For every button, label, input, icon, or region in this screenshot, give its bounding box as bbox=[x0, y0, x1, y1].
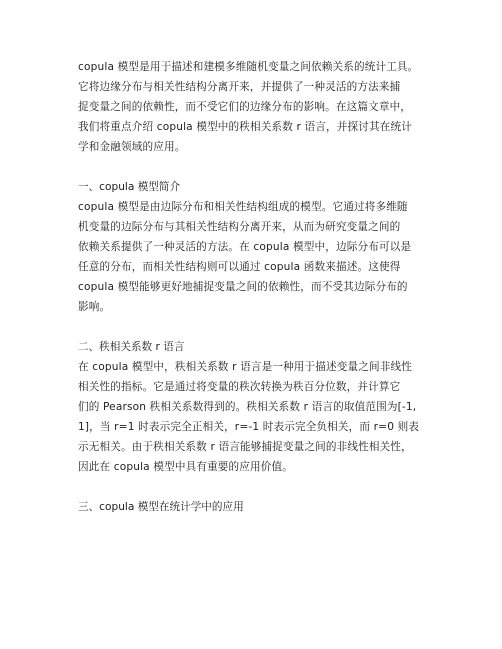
text-line: 任意的分布，而相关性结构则可以通过 copula 函数来描述。这使得 bbox=[78, 261, 401, 273]
text-line: 因此在 copula 模型中具有重要的应用价值。 bbox=[78, 461, 294, 473]
text-line: 我们将重点介绍 copula 模型中的秩相关系数 r 语言，并探讨其在统计 bbox=[78, 121, 412, 133]
paragraph-gap bbox=[78, 477, 450, 497]
text-line: copula 模型是由边际分布和相关性结构组成的模型。它通过将多维随 bbox=[78, 201, 408, 213]
text-line: 它将边缘分布与相关性结构分离开来，并提供了一种灵活的方法来捕 bbox=[78, 81, 401, 93]
text-line: 依赖关系提供了一种灵活的方法。在 copula 模型中，边际分布可以是 bbox=[78, 241, 412, 253]
section-statistics-application bbox=[78, 497, 450, 517]
text-line: 在 copula 模型中，秩相关系数 r 语言是一种用于描述变量之间非线性 bbox=[78, 361, 412, 373]
section-heading: 一、copula 模型简介 bbox=[78, 181, 181, 193]
text-line: 影响。 bbox=[78, 301, 111, 313]
text-line: copula 模型能够更好地捕捉变量之间的依赖性，而不受其边际分布的 bbox=[78, 281, 408, 293]
text-line: 相关性的指标。它是通过将变量的秩次转换为秩百分位数，并计算它 bbox=[78, 381, 401, 393]
section-heading: 二、秩相关系数 r 语言 bbox=[78, 341, 185, 353]
text-line: 1]，当 r=1 时表示完全正相关，r=-1 时表示完全负相关，而 r=0 则表 bbox=[78, 421, 420, 433]
intro-paragraph bbox=[78, 57, 450, 157]
paragraph-gap bbox=[78, 317, 450, 337]
text-line: 学和金融领域的应用。 bbox=[78, 141, 186, 153]
document-body bbox=[78, 57, 450, 517]
text-line: 捉变量之间的依赖性，而不受它们的边缘分布的影响。在这篇文章中， bbox=[78, 101, 412, 113]
section-heading: 三、copula 模型在统计学中的应用 bbox=[78, 501, 244, 513]
text-line: 示无相关。由于秩相关系数 r 语言能够捕捉变量之间的非线性相关性， bbox=[78, 441, 412, 453]
section-rank-correlation bbox=[78, 337, 450, 477]
section-copula-intro bbox=[78, 177, 450, 317]
text-line: copula 模型是用于描述和建模多维随机变量之间依赖关系的统计工具。 bbox=[78, 61, 419, 73]
text-line: 机变量的边际分布与其相关性结构分离开来，从而为研究变量之间的 bbox=[78, 221, 401, 233]
text-line: 们的 Pearson 秩相关系数得到的。秩相关系数 r 语言的取值范围为[-1, bbox=[78, 401, 417, 413]
paragraph-gap bbox=[78, 157, 450, 177]
